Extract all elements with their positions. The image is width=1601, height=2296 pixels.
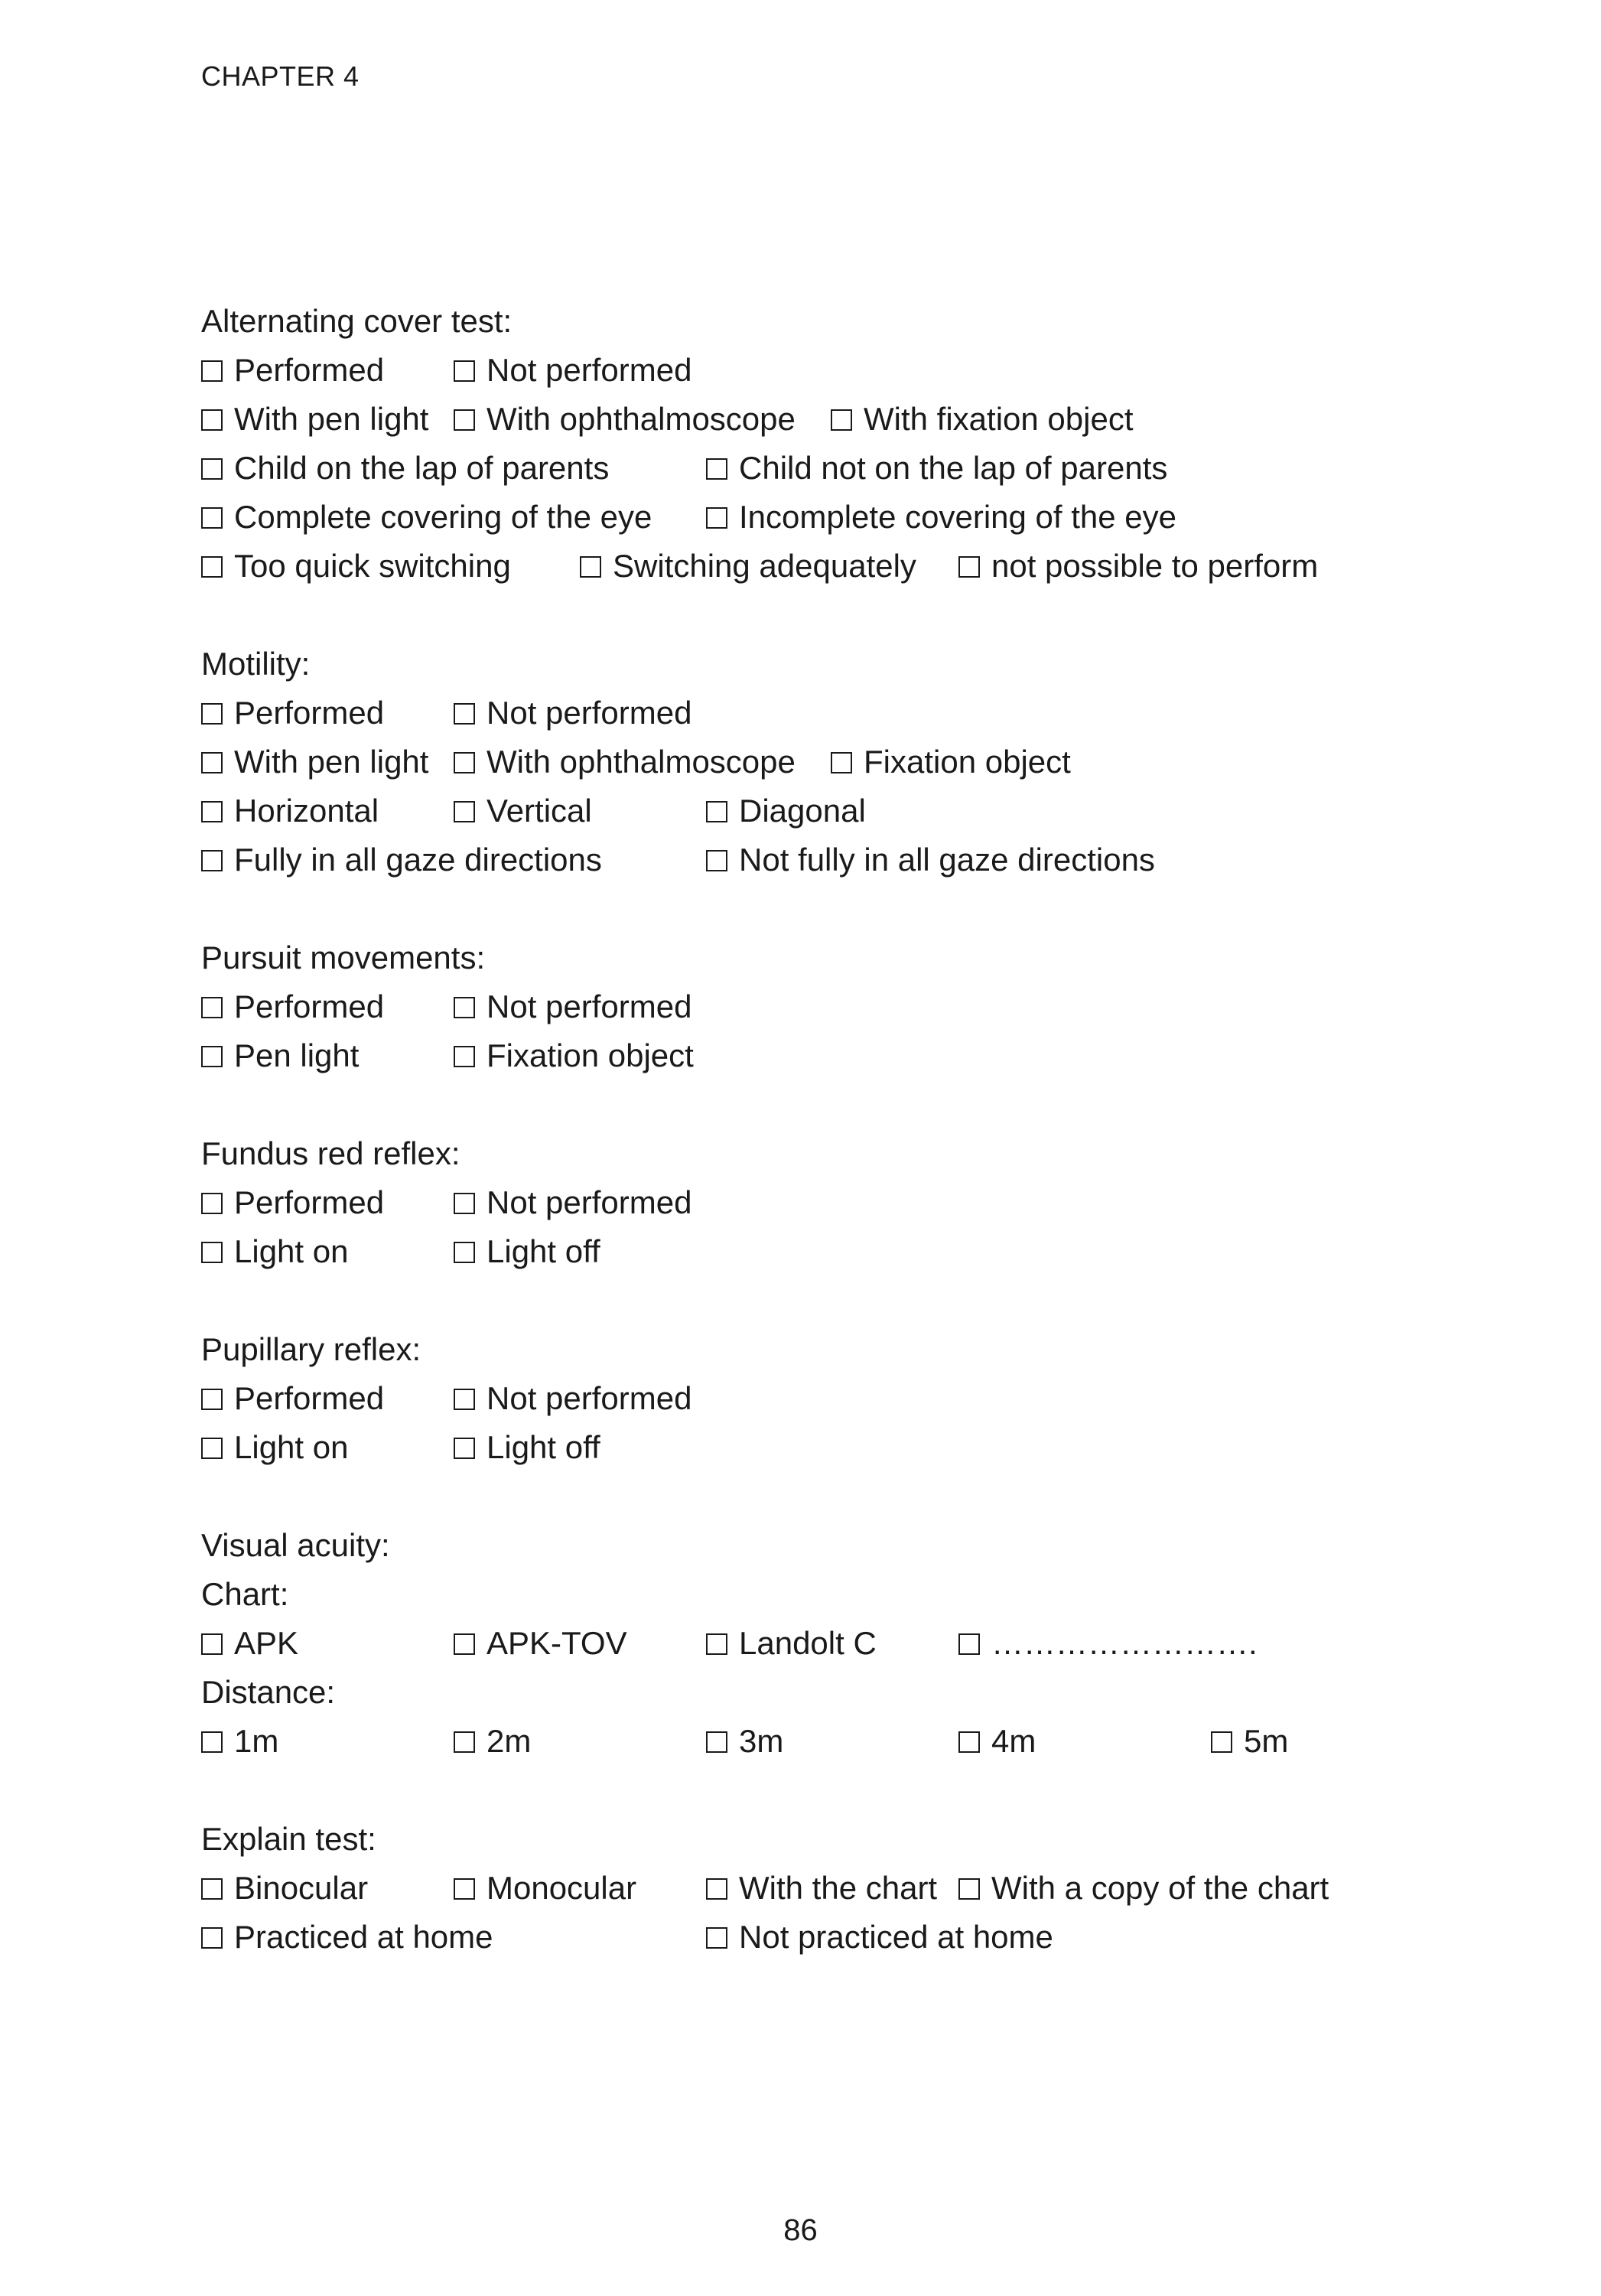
- checkbox-square[interactable]: [706, 1633, 727, 1655]
- checkbox-square[interactable]: [706, 801, 727, 822]
- checkbox-square[interactable]: [201, 1242, 223, 1263]
- checkbox-square[interactable]: [201, 997, 223, 1018]
- checkbox-too-quick-switching[interactable]: [201, 542, 511, 591]
- checkbox-label: Performed: [234, 988, 385, 1024]
- distance-subheading: Distance:: [201, 1674, 336, 1710]
- checkbox-practiced-home[interactable]: [201, 1913, 493, 1962]
- option-row: [201, 1717, 1502, 1766]
- checkbox-apk[interactable]: [201, 1619, 298, 1668]
- option-row: [201, 982, 1502, 1031]
- checkbox-label: Too quick switching: [234, 548, 511, 584]
- checkbox-vertical[interactable]: [454, 787, 592, 835]
- checkbox-performed[interactable]: [201, 1374, 384, 1423]
- checkbox-square[interactable]: [201, 1731, 223, 1753]
- checkbox-fixation-object[interactable]: [454, 1031, 694, 1080]
- checkbox-label: Light on: [234, 1429, 349, 1465]
- checkbox-label: Light on: [234, 1233, 349, 1269]
- checkbox-square[interactable]: [201, 360, 223, 382]
- checkbox-square[interactable]: [706, 507, 727, 529]
- checkbox-square[interactable]: [201, 1438, 223, 1459]
- checkbox-monocular[interactable]: [454, 1864, 636, 1913]
- option-row: [201, 346, 1502, 395]
- checkbox-switching-adequately[interactable]: [580, 542, 916, 591]
- option-row: [201, 787, 1502, 835]
- checkbox-distance-1m[interactable]: [201, 1717, 278, 1766]
- chart-subheading: Chart:: [201, 1576, 289, 1612]
- checkbox-square[interactable]: [706, 1878, 727, 1900]
- checkbox-label: Vertical: [486, 793, 592, 829]
- checkbox-distance-4m[interactable]: [958, 1717, 1036, 1766]
- checkbox-label: 4m: [991, 1723, 1036, 1759]
- checkbox-label: 3m: [739, 1723, 784, 1759]
- checkbox-not-possible[interactable]: [958, 542, 1318, 591]
- checkbox-square[interactable]: [201, 1878, 223, 1900]
- checkbox-not-fully-all-gaze[interactable]: [706, 835, 1155, 884]
- checkbox-label: Monocular: [486, 1870, 637, 1906]
- checkbox-label: Not fully in all gaze directions: [739, 842, 1155, 878]
- checkbox-square[interactable]: [201, 556, 223, 578]
- checkbox-child-not-on-lap[interactable]: [706, 444, 1167, 493]
- checkbox-with-fixation-object[interactable]: [831, 395, 1134, 444]
- checkbox-square[interactable]: [831, 752, 852, 773]
- checkbox-with-ophthalmoscope[interactable]: [454, 738, 796, 787]
- checkbox-not-performed[interactable]: [454, 346, 691, 395]
- checkbox-square[interactable]: [454, 801, 475, 822]
- checkbox-label: Light off: [486, 1429, 600, 1465]
- checkbox-square[interactable]: [706, 458, 727, 480]
- checkbox-landolt-c[interactable]: [706, 1619, 877, 1668]
- checkbox-label: Child not on the lap of parents: [739, 450, 1168, 486]
- checkbox-square[interactable]: [706, 1731, 727, 1753]
- checkbox-distance-3m[interactable]: [706, 1717, 783, 1766]
- section-pupillary-reflex: [201, 1325, 1502, 1472]
- form-content: [201, 297, 1502, 2011]
- checkbox-square[interactable]: [201, 752, 223, 773]
- checkbox-square[interactable]: [201, 458, 223, 480]
- section-pursuit-movements: [201, 933, 1502, 1080]
- checkbox-label: Horizontal: [234, 793, 379, 829]
- checkbox-fully-all-gaze[interactable]: [201, 835, 602, 884]
- checkbox-incomplete-covering[interactable]: [706, 493, 1176, 542]
- checkbox-label: Not performed: [486, 695, 692, 731]
- option-row: [201, 1178, 1502, 1227]
- checkbox-label: Fixation object: [486, 1037, 694, 1073]
- checkbox-child-on-lap[interactable]: [201, 444, 609, 493]
- page-number: 86: [783, 2213, 818, 2247]
- checkbox-square[interactable]: [454, 997, 475, 1018]
- checkbox-label: With a copy of the chart: [991, 1870, 1329, 1906]
- checkbox-not-practiced-home[interactable]: [706, 1913, 1053, 1962]
- checkbox-performed[interactable]: [201, 689, 384, 738]
- checkbox-square[interactable]: [201, 1633, 223, 1655]
- option-row: [201, 1423, 1502, 1472]
- checkbox-light-on[interactable]: [201, 1227, 348, 1276]
- option-row: [201, 1864, 1502, 1913]
- checkbox-label: Performed: [234, 352, 385, 388]
- checkbox-not-performed[interactable]: [454, 1178, 691, 1227]
- section-heading: Fundus red reflex:: [201, 1135, 460, 1171]
- checkbox-pen-light[interactable]: [201, 1031, 359, 1080]
- checkbox-performed[interactable]: [201, 982, 384, 1031]
- section-fundus-red-reflex: [201, 1129, 1502, 1276]
- checkbox-square[interactable]: [958, 1731, 980, 1753]
- section-motility: [201, 640, 1502, 884]
- section-heading: Explain test:: [201, 1821, 376, 1857]
- checkbox-label: Fully in all gaze directions: [234, 842, 602, 878]
- checkbox-square[interactable]: [454, 409, 475, 431]
- checkbox-binocular[interactable]: [201, 1864, 368, 1913]
- checkbox-label: With pen light: [234, 744, 429, 780]
- checkbox-label: Binocular: [234, 1870, 369, 1906]
- checkbox-label: Performed: [234, 1184, 385, 1220]
- checkbox-not-performed[interactable]: [454, 982, 691, 1031]
- checkbox-distance-5m[interactable]: [1211, 1717, 1288, 1766]
- checkbox-label: APK: [234, 1625, 299, 1661]
- section-heading: Alternating cover test:: [201, 303, 513, 339]
- checkbox-square[interactable]: [201, 409, 223, 431]
- checkbox-with-copy-chart[interactable]: [958, 1864, 1329, 1913]
- checkbox-square[interactable]: [454, 1633, 475, 1655]
- checkbox-with-ophthalmoscope[interactable]: [454, 395, 796, 444]
- checkbox-label: Performed: [234, 695, 385, 731]
- checkbox-label: Child on the lap of parents: [234, 450, 610, 486]
- checkbox-label: Performed: [234, 1380, 385, 1416]
- checkbox-other-chart[interactable]: [958, 1619, 1258, 1668]
- section-heading: Motility:: [201, 646, 311, 682]
- checkbox-light-off[interactable]: [454, 1423, 600, 1472]
- option-row: [201, 689, 1502, 738]
- checkbox-performed[interactable]: [201, 1178, 384, 1227]
- checkbox-diagonal[interactable]: [706, 787, 866, 835]
- option-row: [201, 835, 1502, 884]
- checkbox-square[interactable]: [201, 507, 223, 529]
- checkbox-with-pen-light[interactable]: [201, 395, 428, 444]
- checkbox-square[interactable]: [706, 1927, 727, 1949]
- option-row: [201, 444, 1502, 493]
- checkbox-label: 5m: [1244, 1723, 1289, 1759]
- option-row: [201, 493, 1502, 542]
- section-alternating-cover-test: [201, 297, 1502, 591]
- checkbox-performed[interactable]: [201, 346, 384, 395]
- checkbox-label: Diagonal: [739, 793, 866, 829]
- checkbox-square[interactable]: [958, 556, 980, 578]
- option-row: [201, 542, 1502, 591]
- option-row: [201, 1619, 1502, 1668]
- checkbox-label: Pen light: [234, 1037, 360, 1073]
- checkbox-label: With the chart: [739, 1870, 938, 1906]
- checkbox-label: With ophthalmoscope: [486, 744, 796, 780]
- checkbox-label: Landolt C: [739, 1625, 877, 1661]
- section-explain-test: [201, 1815, 1502, 1962]
- checkbox-label: With ophthalmoscope: [486, 401, 796, 437]
- checkbox-square[interactable]: [201, 1193, 223, 1214]
- checkbox-square[interactable]: [454, 1242, 475, 1263]
- checkbox-square[interactable]: [201, 850, 223, 871]
- checkbox-square[interactable]: [958, 1878, 980, 1900]
- checkbox-label: Fixation object: [864, 744, 1071, 780]
- checkbox-square[interactable]: [454, 360, 475, 382]
- checkbox-square[interactable]: [1211, 1731, 1232, 1753]
- option-row: [201, 1374, 1502, 1423]
- checkbox-square[interactable]: [454, 1193, 475, 1214]
- checkbox-square[interactable]: [454, 1389, 475, 1410]
- checkbox-square[interactable]: [201, 1927, 223, 1949]
- option-row: [201, 1031, 1502, 1080]
- checkbox-square[interactable]: [454, 1731, 475, 1753]
- checkbox-label: Not performed: [486, 1380, 692, 1416]
- checkbox-label: not possible to perform: [991, 548, 1319, 584]
- checkbox-label: Not performed: [486, 1184, 692, 1220]
- checkbox-light-on[interactable]: [201, 1423, 348, 1472]
- checkbox-label: Practiced at home: [234, 1919, 493, 1955]
- checkbox-label: Not practiced at home: [739, 1919, 1053, 1955]
- running-head: CHAPTER 4: [201, 60, 360, 92]
- checkbox-square[interactable]: [454, 1046, 475, 1067]
- checkbox-not-performed[interactable]: [454, 1374, 691, 1423]
- checkbox-fixation-object[interactable]: [831, 738, 1071, 787]
- checkbox-square[interactable]: [958, 1633, 980, 1655]
- checkbox-label: Not performed: [486, 352, 692, 388]
- option-row: [201, 1227, 1502, 1276]
- option-row: [201, 395, 1502, 444]
- checkbox-square[interactable]: [831, 409, 852, 431]
- checkbox-with-the-chart[interactable]: [706, 1864, 937, 1913]
- checkbox-square[interactable]: [454, 1438, 475, 1459]
- checkbox-label: Incomplete covering of the eye: [739, 499, 1177, 535]
- option-row: [201, 1913, 1502, 1962]
- checkbox-square[interactable]: [201, 801, 223, 822]
- checkbox-square[interactable]: [454, 703, 475, 725]
- checkbox-square[interactable]: [454, 752, 475, 773]
- checkbox-label: Not performed: [486, 988, 692, 1024]
- checkbox-not-performed[interactable]: [454, 689, 691, 738]
- checkbox-label: With fixation object: [864, 401, 1134, 437]
- checkbox-square[interactable]: [201, 703, 223, 725]
- checkbox-label: Switching adequately: [613, 548, 916, 584]
- fill-in-blank: …………………….: [991, 1625, 1258, 1661]
- checkbox-horizontal[interactable]: [201, 787, 379, 835]
- section-visual-acuity: [201, 1521, 1502, 1766]
- checkbox-with-pen-light[interactable]: [201, 738, 428, 787]
- checkbox-label: APK-TOV: [486, 1625, 627, 1661]
- checkbox-label: Light off: [486, 1233, 600, 1269]
- checkbox-apk-tov[interactable]: [454, 1619, 627, 1668]
- section-heading: Pupillary reflex:: [201, 1331, 421, 1367]
- checkbox-label: 1m: [234, 1723, 279, 1759]
- checkbox-square[interactable]: [706, 850, 727, 871]
- checkbox-square[interactable]: [454, 1878, 475, 1900]
- checkbox-square[interactable]: [580, 556, 601, 578]
- checkbox-complete-covering[interactable]: [201, 493, 652, 542]
- section-heading: Visual acuity:: [201, 1527, 390, 1563]
- checkbox-label: With pen light: [234, 401, 429, 437]
- checkbox-light-off[interactable]: [454, 1227, 600, 1276]
- checkbox-square[interactable]: [201, 1046, 223, 1067]
- option-row: [201, 738, 1502, 787]
- section-heading: Pursuit movements:: [201, 940, 486, 975]
- checkbox-square[interactable]: [201, 1389, 223, 1410]
- checkbox-label: Complete covering of the eye: [234, 499, 652, 535]
- checkbox-distance-2m[interactable]: [454, 1717, 531, 1766]
- checkbox-label: 2m: [486, 1723, 532, 1759]
